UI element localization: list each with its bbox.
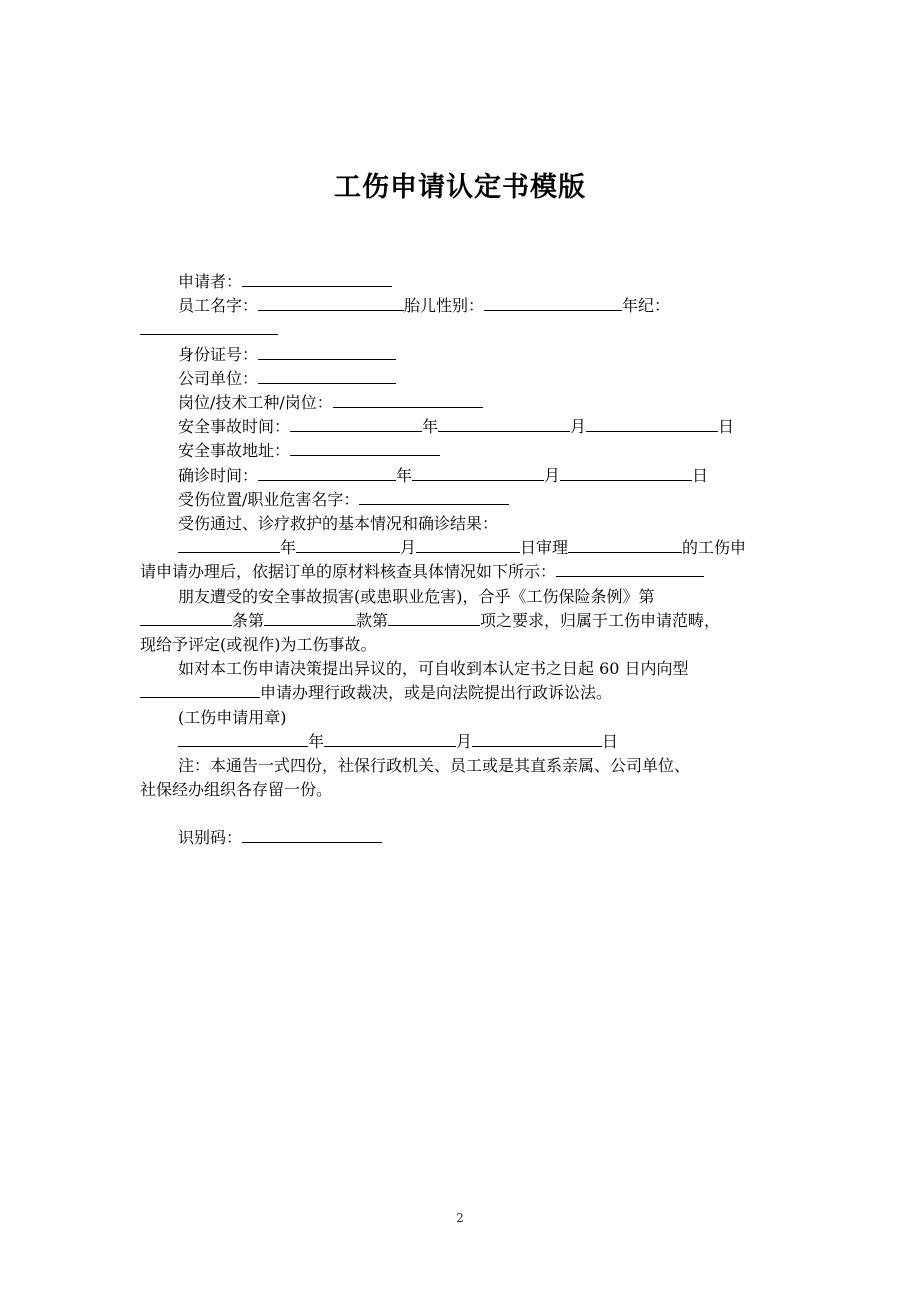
accident-time-line (140, 415, 770, 439)
position-line (140, 391, 770, 415)
id-blank[interactable] (258, 343, 396, 360)
clause-tiao-text: 条第 (232, 610, 265, 630)
day-text: 日 (602, 731, 619, 751)
diagnosis-day-blank[interactable] (560, 464, 692, 481)
objection-line2-text: 申请办理行政裁决，或是向法院提出行政诉讼法。 (260, 683, 613, 703)
clause-line-3 (140, 633, 770, 657)
note-line-1 (140, 754, 770, 778)
id-label: 身份证号： (178, 344, 259, 364)
injury-label: 受伤位置/职业危害名字： (178, 489, 360, 509)
review-line2-text: 请申请办理后，依据订单的原材料核查具体情况如下所示： (140, 562, 557, 582)
diagnosis-month-blank[interactable] (412, 464, 544, 481)
day-text: 日 (718, 417, 735, 437)
accident-location-line (140, 439, 770, 463)
diagnosis-time-label: 确诊时间： (178, 465, 259, 485)
year-text: 年 (396, 465, 413, 485)
note-line2-text: 社保经办组织各存留一份。 (140, 780, 333, 800)
review-line-2 (140, 560, 770, 584)
age-blank[interactable] (140, 318, 278, 335)
review-line (140, 536, 770, 560)
objection-org-blank[interactable] (140, 681, 260, 698)
clause-xiang-blank[interactable] (388, 609, 480, 626)
sign-date-line (140, 730, 770, 754)
position-blank[interactable] (333, 391, 483, 408)
applicant-line (140, 270, 770, 294)
accident-year-blank[interactable] (290, 415, 422, 432)
objection-line-1 (140, 657, 770, 681)
sign-day-blank[interactable] (472, 730, 602, 747)
injury-blank[interactable] (359, 488, 509, 505)
code-label: 识别码： (178, 828, 243, 848)
clause-line1-text: 朋友遭受的安全事故损害(或患职业危害)，合乎《工伤保险条例》第 (178, 586, 655, 606)
year-text: 年 (280, 538, 297, 558)
clause-line3-text: 现给予评定(或视作)为工伤事故。 (140, 635, 377, 655)
gender-blank[interactable] (484, 294, 622, 311)
basic-info-line (140, 512, 770, 536)
month-text: 月 (544, 465, 561, 485)
accident-location-label: 安全事故地址： (178, 441, 291, 461)
company-blank[interactable] (258, 367, 396, 384)
employee-name-label: 员工名字： (178, 296, 259, 316)
year-text: 年 (308, 731, 325, 751)
code-line (140, 826, 770, 850)
accident-month-blank[interactable] (438, 415, 570, 432)
review-text: 日审理 (520, 538, 569, 558)
objection-line-2 (140, 681, 770, 705)
document-title: 工伤申请认定书模版 (334, 172, 586, 203)
document-body (140, 270, 770, 851)
employee-name-blank[interactable] (258, 294, 404, 311)
note-line-2 (140, 778, 770, 802)
employee-line (140, 294, 770, 318)
age-blank-line (140, 318, 770, 342)
clause-line-1 (140, 585, 770, 609)
review-year-blank[interactable] (178, 536, 280, 553)
review-suffix: 的工伤申 (682, 538, 747, 558)
clause-tiao-blank[interactable] (140, 609, 232, 626)
review-result-blank[interactable] (556, 560, 704, 577)
clause-kuan-blank[interactable] (264, 609, 356, 626)
id-line (140, 343, 770, 367)
company-label: 公司单位： (178, 368, 259, 388)
review-month-blank[interactable] (296, 536, 400, 553)
objection-line1-text: 如对本工伤申请决策提出异议的，可自收到本认定书之日起 60 日内向型 (178, 659, 689, 679)
review-day-blank[interactable] (416, 536, 520, 553)
basic-info-label: 受伤通过、诊疗救护的基本情况和确诊结果： (178, 514, 499, 534)
accident-location-blank[interactable] (290, 439, 440, 456)
applicant-blank[interactable] (242, 270, 392, 287)
month-text: 月 (400, 538, 417, 558)
month-text: 月 (456, 731, 473, 751)
diagnosis-year-blank[interactable] (258, 464, 396, 481)
year-text: 年 (422, 417, 439, 437)
code-blank[interactable] (242, 826, 382, 843)
accident-time-label: 安全事故时间： (178, 417, 291, 437)
clause-line-2 (140, 609, 770, 633)
clause-xiang-text: 项之要求，归属于工伤申请范畴， (480, 610, 721, 630)
page-number: 2 (456, 1211, 464, 1225)
accident-day-blank[interactable] (586, 415, 718, 432)
age-label: 年纪： (622, 296, 671, 316)
note-line1-text: 注：本通告一式四份，社保行政机关、员工或是其直系亲属、公司单位、 (178, 756, 691, 776)
gender-label: 胎儿性别： (404, 296, 485, 316)
seal-text: (工伤申请用章) (178, 707, 287, 727)
review-org-blank[interactable] (568, 536, 682, 553)
sign-year-blank[interactable] (178, 730, 308, 747)
seal-line (140, 706, 770, 730)
company-line (140, 367, 770, 391)
injury-line (140, 488, 770, 512)
clause-kuan-text: 款第 (356, 610, 389, 630)
day-text: 日 (692, 465, 709, 485)
month-text: 月 (570, 417, 587, 437)
sign-month-blank[interactable] (324, 730, 456, 747)
diagnosis-time-line (140, 464, 770, 488)
position-label: 岗位/技术工种/岗位： (178, 393, 333, 413)
applicant-label: 申请者： (178, 272, 243, 291)
